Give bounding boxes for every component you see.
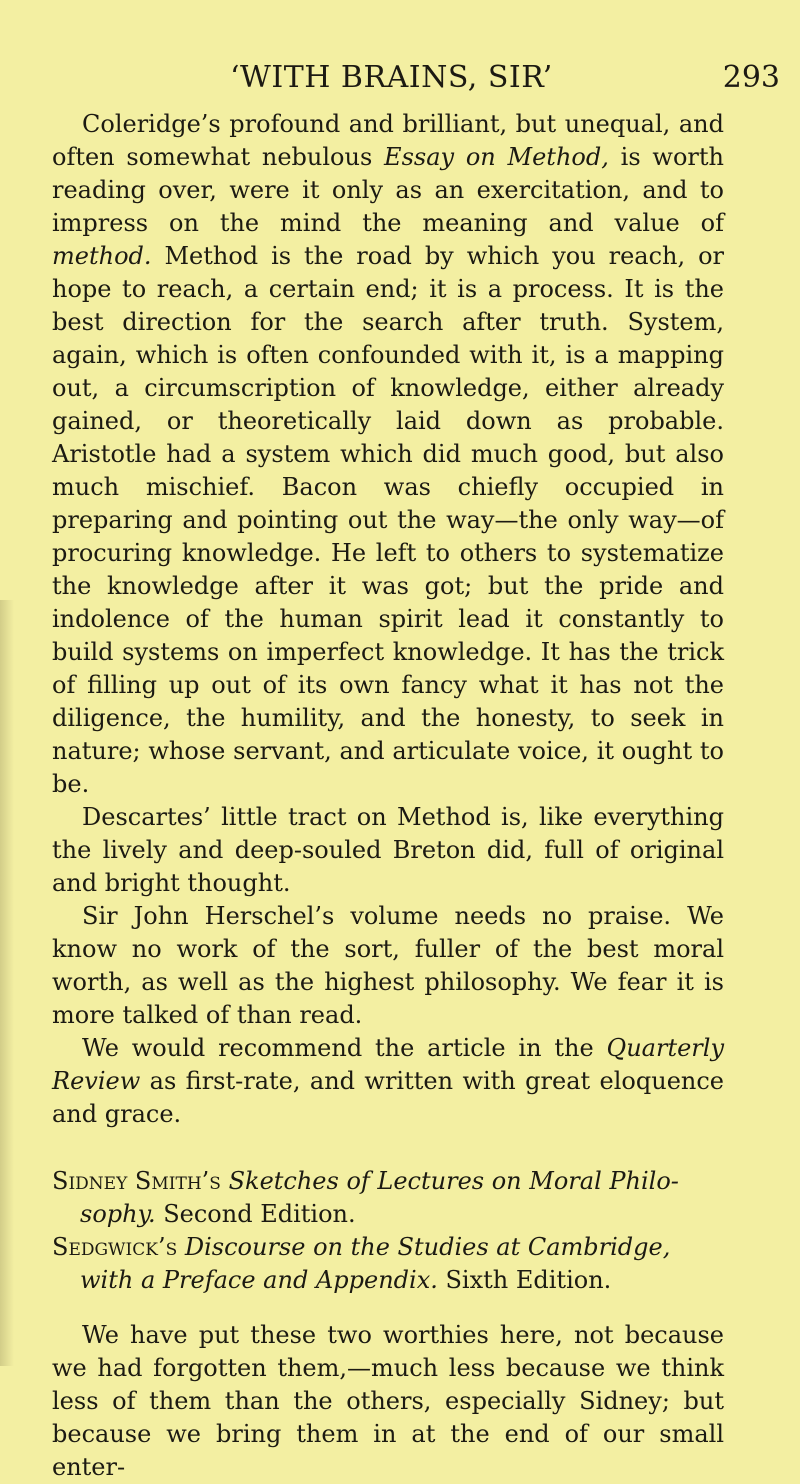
page-header <box>0 56 800 96</box>
reference-title: Sketches of Lectures on Moral Philo-sophy. <box>80 1167 679 1228</box>
page-number: 293 <box>722 60 780 95</box>
reference-author: Sedgwick’s <box>52 1233 178 1261</box>
reference-entry: Sidney Smith’s Sketches of Lectures on Moral Philo-sophy. Second Edition. <box>52 1167 679 1228</box>
reference-entry: Sedgwick’s Discourse on the Studies at Cambridge, with a Preface and Appendix. Sixth Edition. <box>52 1233 671 1294</box>
paragraph: Descartes’ little tract on Method is, like everything the lively and deep-souled Breton did, full of original and bright thought. <box>52 803 724 897</box>
paragraph: Coleridge’s profound and brilliant, but unequal, and often somewhat nebulous Essay on Method, is worth reading over, were it only as an exercitation, and to impress on the mind the meaning and value of method. Method is the road by which you reach, or hope to reach, a certain end; it is a process. It is the best direction for the search after truth. System, again, which is often confounded with it, is a mapping out, a circumscription of knowledge, either already gained, or theoretically laid down as probable. Aristotle had a system which did much good, but also much mischief. Bacon was chiefly occupied in preparing and pointing out the way—the only way—of procuring knowledge. He left to others to systematize the knowledge after it was got; but the pride and indolence of the human spirit lead it constantly to build systems on imperfect knowledge. It has the trick of filling up out of its own fancy what it has not the diligence, the humility, and the honesty, to seek in nature; whose servant, and articulate voice, it ought to be. <box>52 110 724 798</box>
closing-paragraph: We have put these two worthies here, not because we had forgotten them,—much less because we think less of them than the others, especially Sidney; but because we bring them in at the end of our small enter- <box>52 1321 724 1481</box>
reference-title: Discourse on the Studies at Cambridge, with a Preface and Appendix. <box>80 1233 671 1294</box>
paragraph: We would recommend the article in the Quarterly Review as first-rate, and written with great eloquence and grace. <box>52 1034 724 1128</box>
reference-author: Sidney Smith’s <box>52 1167 221 1195</box>
paragraph: Sir John Herschel’s volume needs no praise. We know no work of the sort, fuller of the best moral worth, as well as the highest philosophy. We fear it is more talked of than read. <box>52 902 724 1029</box>
binding-shadow <box>0 600 14 1366</box>
body-text <box>52 108 724 1484</box>
running-head: ‘WITH BRAINS, SIR’ <box>230 60 553 95</box>
